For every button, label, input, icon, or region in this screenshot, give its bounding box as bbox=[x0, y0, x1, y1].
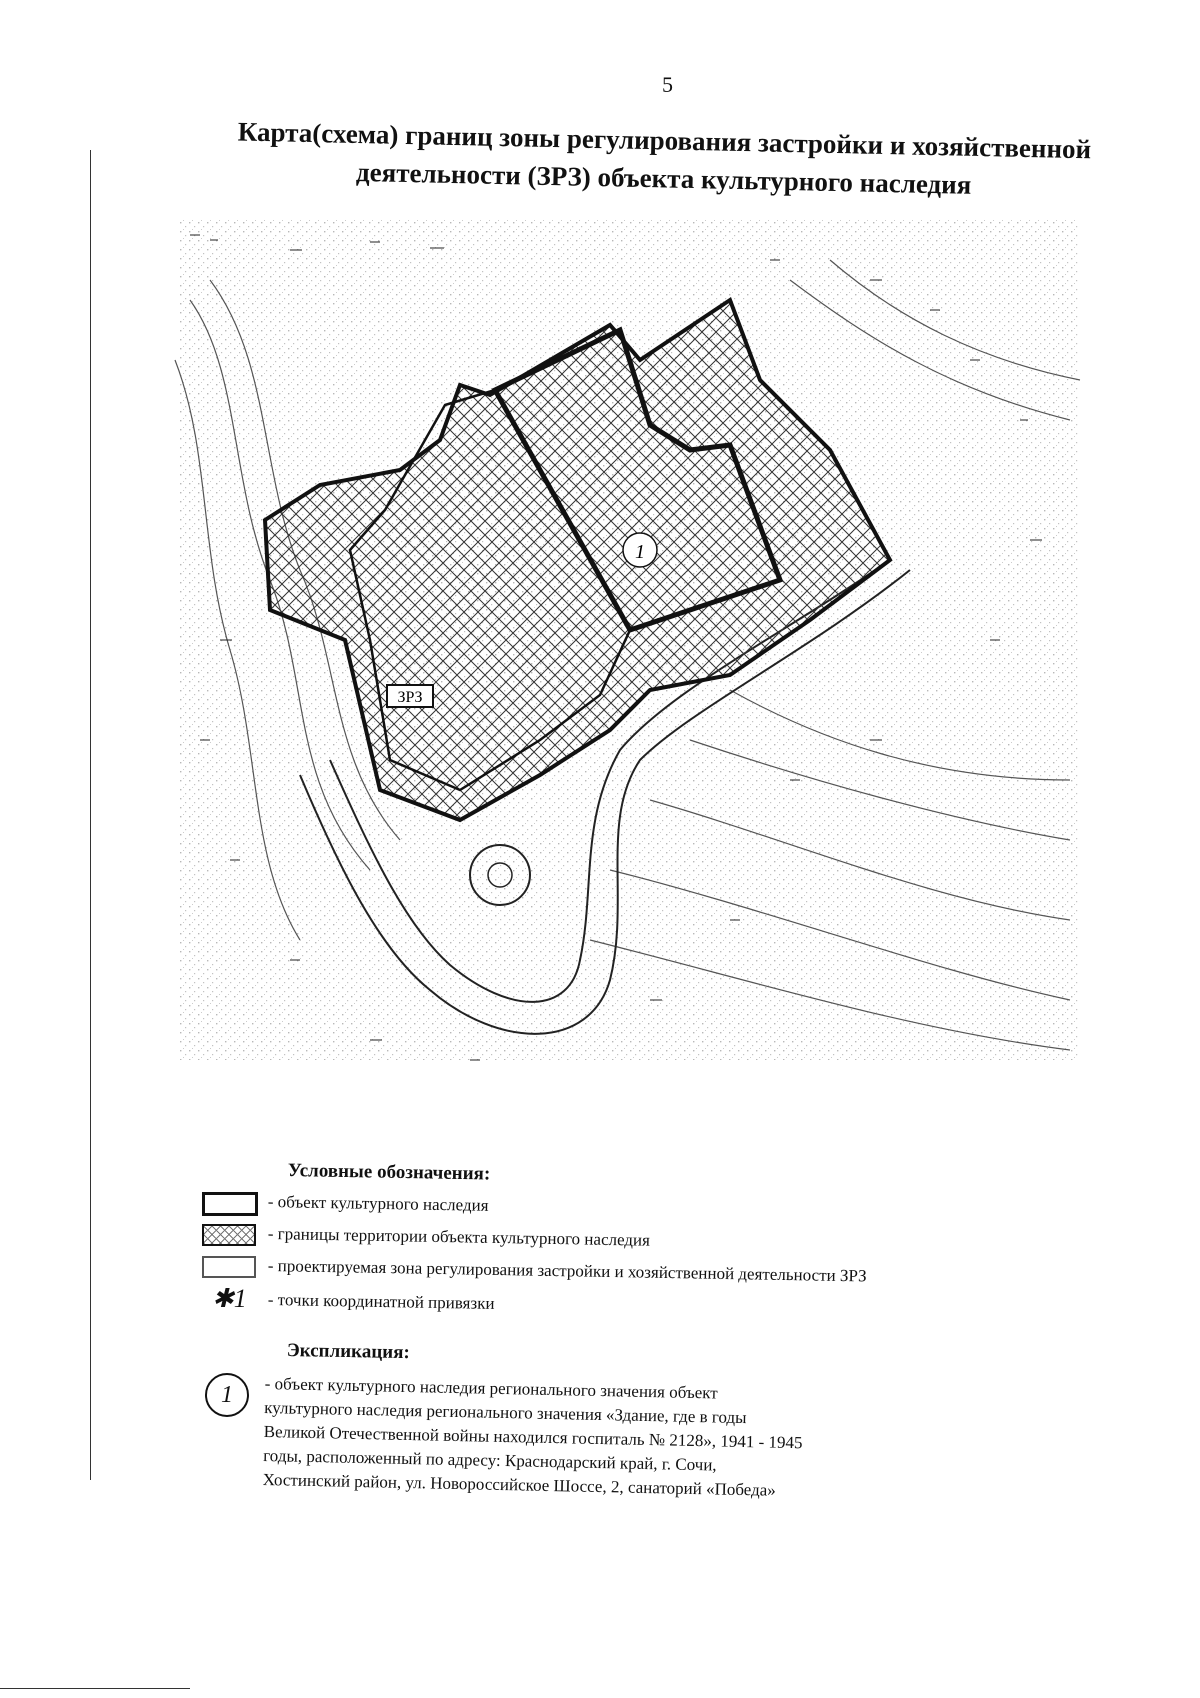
title-line-2: деятельности (ЗРЗ) объекта культурного наследия bbox=[355, 156, 972, 200]
margin-rule bbox=[90, 150, 91, 1480]
legend-text: - проектируемая зона регулирования застройки и хозяйственной деятельности ЗРЗ bbox=[267, 1256, 867, 1286]
legend-swatch-zrz bbox=[202, 1256, 256, 1278]
legend-title: Условные обозначения: bbox=[287, 1160, 491, 1185]
svg-text:ЗРЗ: ЗРЗ bbox=[397, 689, 423, 706]
explication-text bbox=[262, 1372, 904, 1505]
survey-point-glyph: ✱ bbox=[212, 1284, 234, 1313]
legend-swatch-object bbox=[202, 1192, 258, 1216]
site-plan-map bbox=[170, 220, 1090, 1140]
legend-item-zrz-zone bbox=[200, 1254, 1100, 1286]
legend-item-territory bbox=[200, 1222, 1100, 1250]
title-line-1: Карта(схема) границ зоны регулирования застройки и хозяйственной bbox=[237, 116, 1092, 165]
legend-text: - объект культурного наследия bbox=[267, 1192, 489, 1215]
page-title bbox=[213, 112, 1114, 207]
footer-rule bbox=[0, 1688, 190, 1689]
explication-line: годы, расположенный по адресу: Краснодарский край, г. Сочи, bbox=[263, 1445, 717, 1475]
explication-line: Великой Отечественной войны находился госпиталь № 2128», 1941 - 1945 bbox=[263, 1421, 803, 1453]
legend-text: - точки координатной привязки bbox=[267, 1290, 495, 1313]
zrz-zone-label bbox=[387, 685, 433, 707]
legend-item-survey-points bbox=[200, 1284, 1100, 1316]
explication-line: Хостинский район, ул. Новороссийское Шоссе, 2, санаторий «Победа» bbox=[262, 1469, 776, 1500]
survey-point-label: 1 bbox=[233, 1284, 247, 1313]
explication-line: - объект культурного наследия регионального значения объект bbox=[264, 1373, 718, 1403]
legend-item-heritage-object bbox=[200, 1190, 1100, 1218]
explication-line: культурного наследия регионального значения «Здание, где в годы bbox=[264, 1397, 747, 1428]
legend-text: - границы территории объекта культурного наследия bbox=[267, 1224, 651, 1250]
legend-swatch-territory bbox=[202, 1224, 256, 1246]
explication-marker: 1 bbox=[205, 1373, 249, 1417]
object-number-marker bbox=[623, 533, 657, 567]
svg-text:1: 1 bbox=[635, 541, 645, 563]
page-number: 5 bbox=[662, 72, 673, 97]
explication-title: Экспликация: bbox=[286, 1340, 410, 1364]
survey-point-icon bbox=[212, 1284, 247, 1314]
